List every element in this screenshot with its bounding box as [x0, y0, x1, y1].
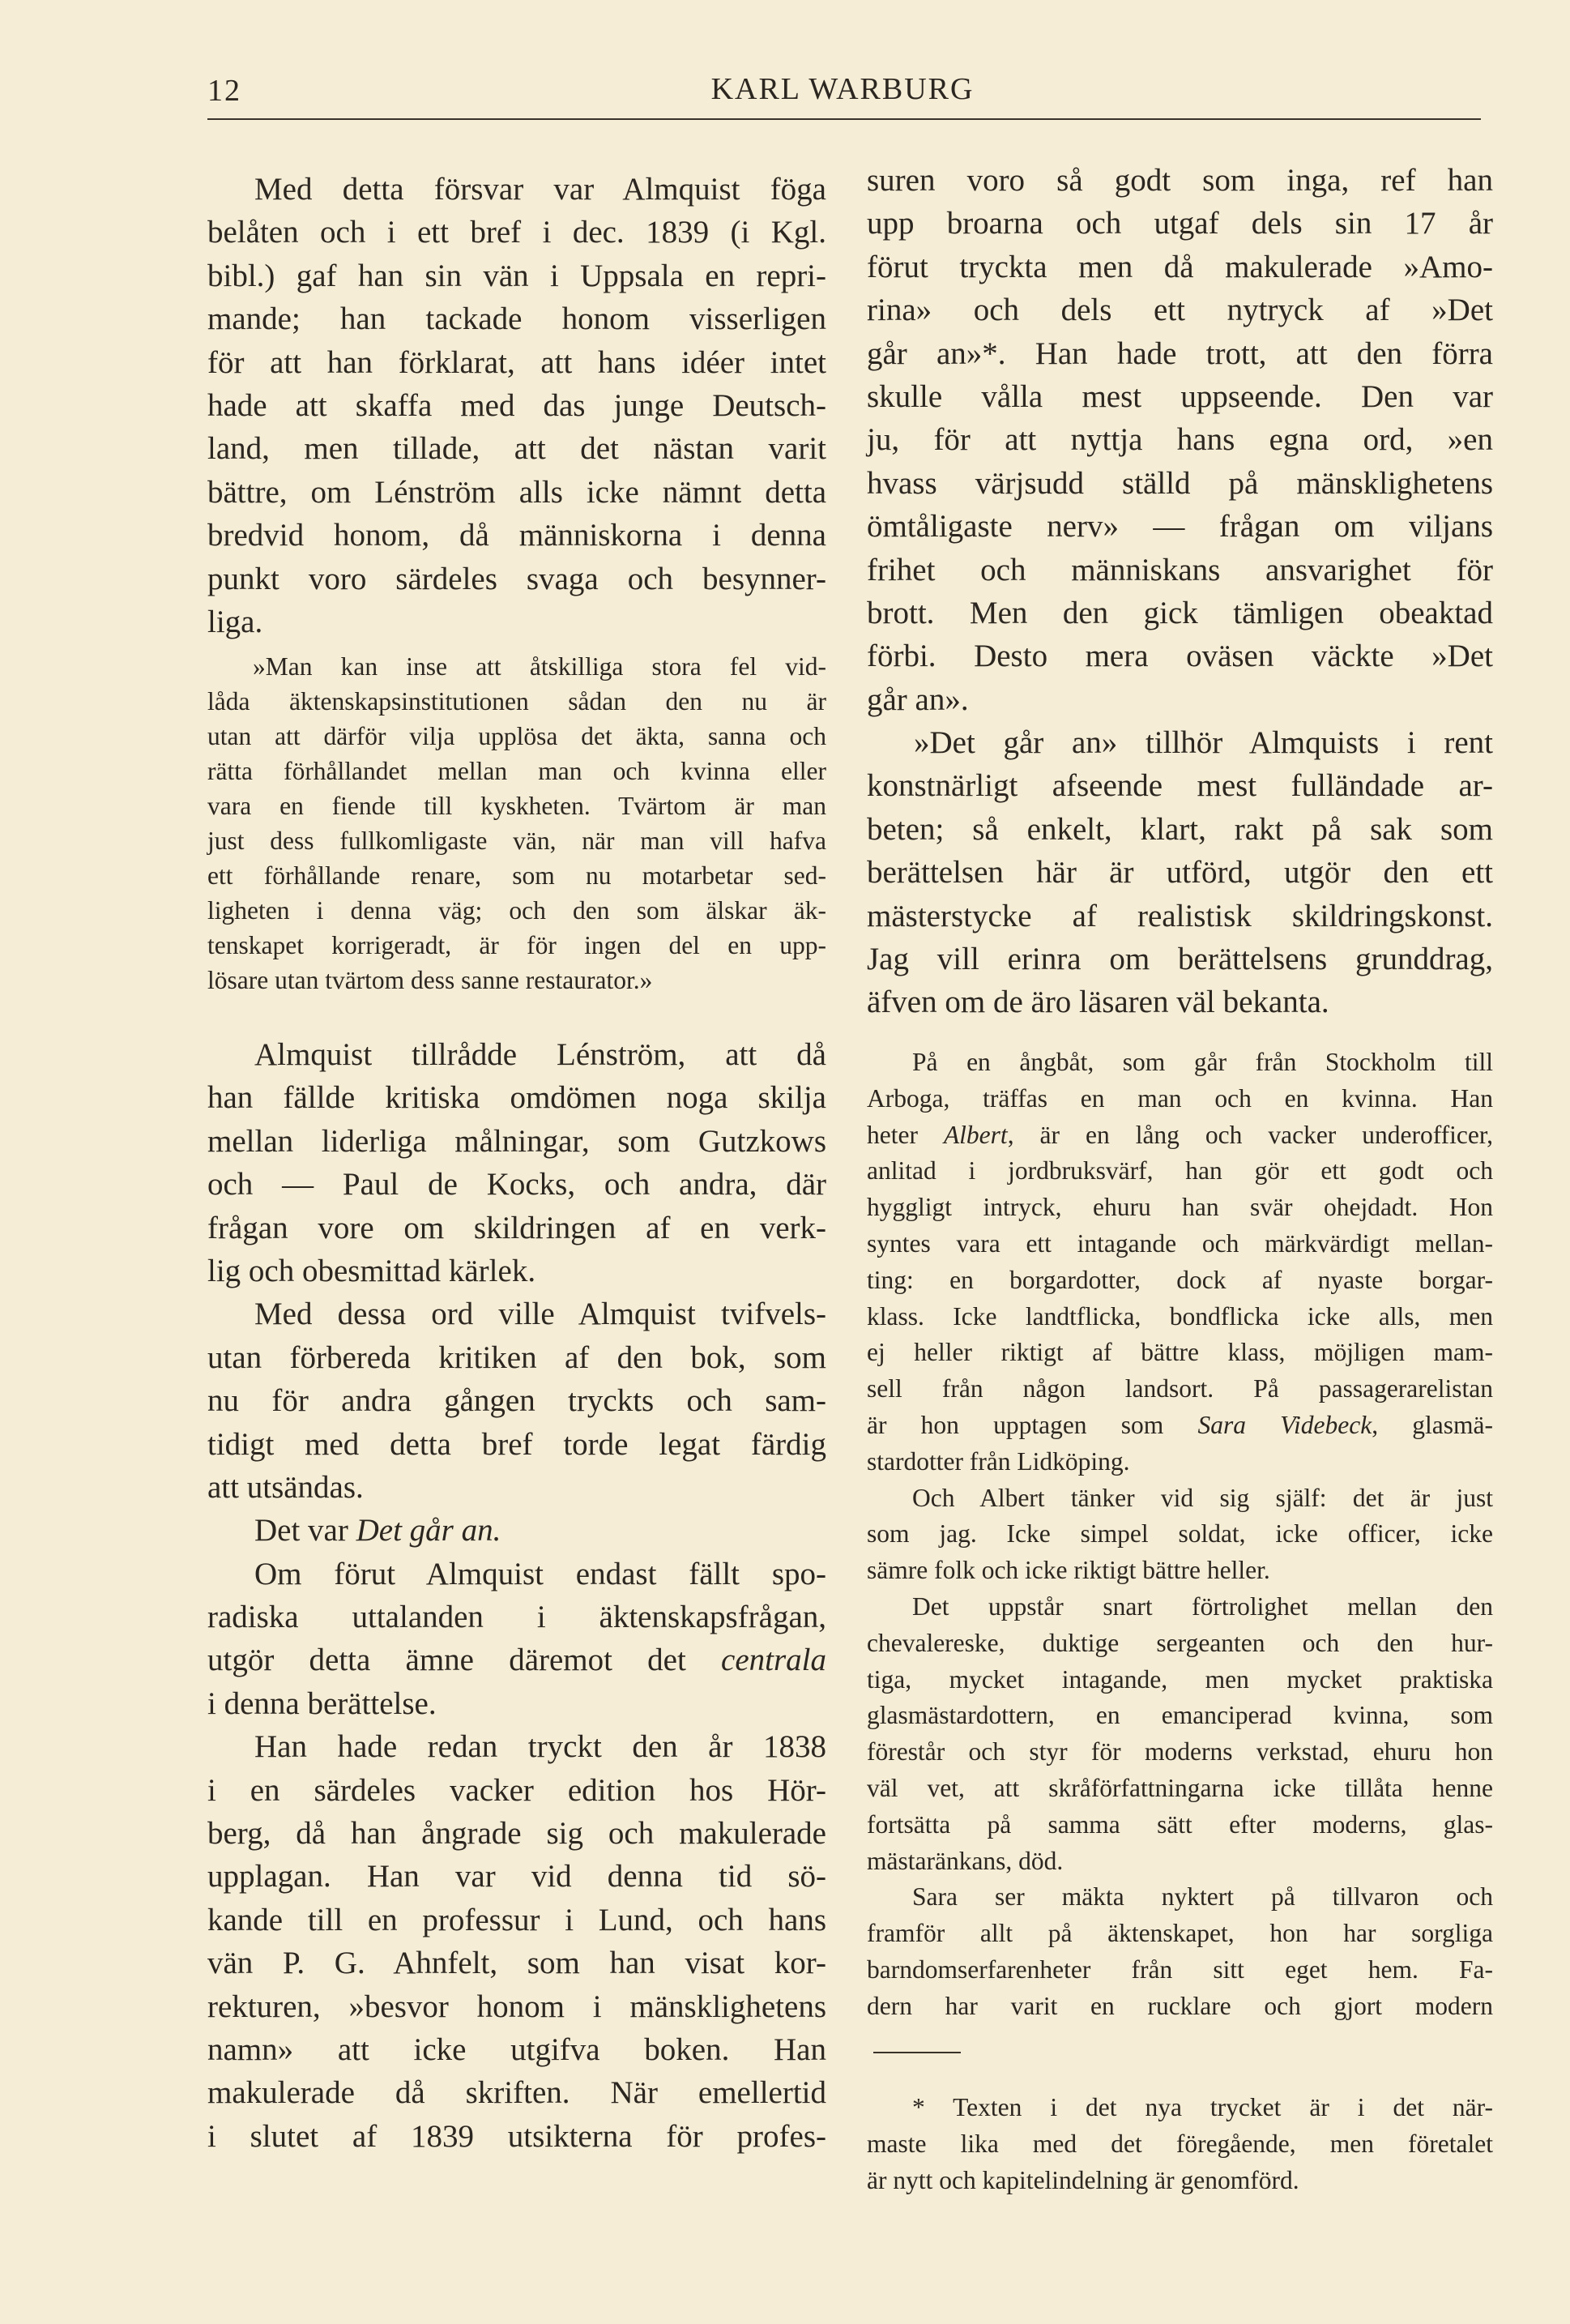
paragraph [207, 1292, 826, 1509]
text-line: bredvid honom, då människorna i denna [207, 518, 826, 553]
body-text-block [867, 159, 1493, 1024]
paragraph [207, 1033, 826, 1292]
text-line: är nytt och kapitelindelning är genomförd. [867, 2166, 1299, 2194]
text-line: fortsätta på samma sätt efter moderns, glas- [867, 1809, 1493, 1839]
text-line: makulerade då skriften. När emellertid [207, 2075, 826, 2111]
text-line: belåten och i ett bref i dec. 1839 (i Kgl. [207, 215, 826, 250]
text-line: Almquist tillrådde Lénström, att då [254, 1037, 826, 1072]
text-line: utan att därför vilja upplösa det äkta, sanna och [207, 722, 826, 750]
text-line: Om förut Almquist endast fällt spo- [254, 1556, 826, 1591]
text-segment: Det var [254, 1513, 356, 1549]
footnote-rule [873, 2052, 961, 2053]
text-line: namn» att icke utgifva boken. Han [207, 2031, 826, 2067]
text-line: att utsändas. [207, 1469, 364, 1505]
paragraph [207, 1725, 826, 2158]
text-line: lösare utan tvärtom dess sanne restaurator.» [207, 966, 653, 994]
quotation-block [207, 649, 826, 998]
italic-title: Sara Videbeck [1197, 1410, 1372, 1439]
text-line: »Det går an» tillhör Almquists i rent [914, 725, 1493, 761]
text-line: hade att skaffa med das junge Deutsch- [207, 387, 826, 423]
text-line: går an». [867, 681, 969, 717]
text-line: bättre, om Lénström alls icke nämnt detta [207, 474, 826, 510]
text-line [867, 1117, 1493, 1154]
text-line: skulle vålla mest uppseende. Den var [867, 378, 1493, 414]
text-line: hvass värjsudd ställd på mänsklighetens [867, 465, 1493, 501]
text-line: dern har varit en rucklare och gjort modern [867, 1991, 1493, 2020]
text-line: upp broarna och utgaf dels sin 17 år [867, 206, 1493, 241]
text-line: * Texten i det nya trycket är i det när- [912, 2093, 1493, 2121]
page-number: 12 [207, 74, 241, 108]
footnote [867, 2089, 1493, 2198]
text-line: På en ångbåt, som går från Stockholm till [912, 1048, 1493, 1076]
text-line: glasmästardottern, en emanciperad kvinna, som [867, 1701, 1493, 1730]
text-line: förbi. Desto mera oväsen väckte »Det [867, 639, 1493, 674]
text-line: klass. Icke landtflicka, bondflicka icke alls, men [867, 1301, 1493, 1331]
text-segment: är hon upptagen som [867, 1410, 1198, 1439]
text-line: barndomserfarenheter från sitt eget hem. Fa- [867, 1954, 1493, 1984]
quotation-block [867, 1045, 1493, 2025]
text-line: Sara ser mäkta nyktert på tillvaron och [912, 1882, 1493, 1912]
paragraph [207, 1509, 826, 1552]
italic-title: centrala [721, 1643, 826, 1678]
text-line: stardotter från Lidköping. [867, 1446, 1130, 1476]
text-line: brott. Men den gick tämligen obeaktad [867, 595, 1493, 630]
text-line [207, 1509, 826, 1552]
text-line: väl vet, att skråförfattningarna icke tillåta henne [867, 1773, 1493, 1802]
text-line: rekturen, »besvor honom i mänsklighetens [207, 1989, 826, 2024]
text-line: rätta förhållandet mellan man och kvinna eller [207, 757, 826, 785]
text-line: ting: en borgardotter, dock af nyaste borgar- [867, 1265, 1493, 1294]
text-line: bibl.) gaf han sin vän i Uppsala en repri- [207, 258, 826, 293]
text-line [207, 1638, 826, 1681]
text-line: Han hade redan tryckt den år 1838 [254, 1729, 826, 1765]
text-line: berättelsen här är utförd, utgör den ett [867, 855, 1493, 891]
text-line: lig och obesmittad kärlek. [207, 1253, 536, 1288]
text-line: han fällde kritiska omdömen noga skilja [207, 1080, 826, 1116]
text-line: chevalereske, duktige sergeanten och den hur- [867, 1628, 1493, 1657]
text-line: Arboga, träffas en man och en kvinna. Han [867, 1083, 1493, 1113]
paragraph [867, 1589, 1493, 1879]
text-line: tidigt med detta bref torde legat färdig [207, 1426, 826, 1462]
text-line: mande; han tackade honom visserligen [207, 301, 826, 337]
text-line: ligheten i denna väg; och den som älskar äk- [207, 896, 826, 925]
text-line: anlitad i jordbruksvärf, han gör ett godt och [867, 1156, 1493, 1185]
paragraph [867, 1879, 1493, 2024]
text-line: tenskapet korrigeradt, är för ingen del en upp- [207, 931, 826, 959]
italic-title: Albert [943, 1120, 1008, 1149]
text-line: ett förhållande renare, som nu motarbetar sed- [207, 861, 826, 890]
text-line [867, 1408, 1493, 1444]
text-segment: , är en lång och vacker underofficer, [1007, 1120, 1493, 1149]
text-line: förut tryckta men då makulerade »Amo- [867, 249, 1493, 284]
text-line: Och Albert tänker vid sig själf: det är just [912, 1483, 1493, 1512]
text-segment: , glasmä- [1372, 1410, 1493, 1439]
text-line: nu för andra gången tryckts och sam- [207, 1383, 826, 1419]
paragraph [867, 2089, 1493, 2198]
text-line: i denna berättelse. [207, 1685, 437, 1721]
text-line: Jag vill erinra om berättelsens grunddrag, [867, 942, 1493, 977]
text-line: tiga, mycket intagande, men mycket praktiska [867, 1664, 1493, 1694]
text-segment: utgör detta ämne däremot det [207, 1643, 722, 1678]
text-line: förestår och styr för moderns verkstad, ehuru hon [867, 1737, 1493, 1766]
text-line: låda äktenskapsinstitutionen sådan den nu är [207, 687, 826, 716]
paragraph [207, 649, 826, 998]
text-line: punkt voro särdeles svaga och besynner- [207, 561, 826, 596]
text-line: äfven om de äro läsaren väl bekanta. [867, 985, 1329, 1020]
text-line: för att han förklarat, att hans idéer intet [207, 344, 826, 380]
text-line: utan förbereda kritiken af den bok, som [207, 1339, 826, 1375]
paragraph [207, 1553, 826, 1726]
text-line: Med dessa ord ville Almquist tvifvels- [254, 1297, 826, 1332]
text-line: mästerstycke af realistisk skildringskonst. [867, 898, 1493, 933]
text-line: liga. [207, 604, 263, 639]
text-line: i en särdeles vacker edition hos Hör- [207, 1772, 826, 1808]
text-line: beten; så enkelt, klart, rakt på sak som [867, 811, 1493, 847]
text-line: »Man kan inse att åtskilliga stora fel vid- [253, 652, 826, 681]
paragraph [867, 159, 1493, 721]
text-line: och — Paul de Kocks, och andra, där [207, 1167, 826, 1203]
text-line: sell från någon landsort. På passagerarelistan [867, 1374, 1493, 1403]
paragraph [867, 1045, 1493, 1480]
paragraph [867, 721, 1493, 1024]
running-title: KARL WARBURG [710, 72, 975, 106]
text-line: ej heller riktigt af bättre klass, möjligen mam- [867, 1338, 1493, 1367]
text-line: ömtåligaste nerv» — frågan om viljans [867, 509, 1493, 545]
text-line: land, men tillade, att det nästan varit [207, 431, 826, 467]
text-line: rina» och dels ett nytryck af »Det [867, 293, 1493, 328]
text-line: upplagan. Han var vid denna tid sö- [207, 1859, 826, 1895]
italic-title: Det går an. [356, 1513, 501, 1549]
text-line: vara en fiende till kyskheten. Tvärtom är man [207, 792, 826, 820]
text-line: suren voro så godt som inga, ref han [867, 163, 1493, 198]
text-line: ju, för att nyttja hans egna ord, »en [867, 422, 1493, 458]
text-line: radiska uttalanden i äktenskapsfrågan, [207, 1600, 826, 1635]
text-line: berg, då han ångrade sig och makulerade [207, 1816, 826, 1852]
text-line: konstnärligt afseende mest fulländade ar- [867, 768, 1493, 804]
text-line: sämre folk och icke riktigt bättre heller. [867, 1556, 1270, 1585]
text-line: frågan vore om skildringen af en verk- [207, 1210, 826, 1245]
text-line: Det uppstår snart förtrolighet mellan den [912, 1591, 1493, 1621]
text-line: syntes vara ett intagande och märkvärdigt mellan- [867, 1228, 1493, 1258]
text-line: just dess fullkomligaste vän, när man vill hafva [207, 827, 826, 855]
text-line: mellan liderliga målningar, som Gutzkows [207, 1123, 826, 1159]
text-line: kande till en professur i Lund, och hans [207, 1902, 826, 1937]
paragraph [867, 1480, 1493, 1589]
body-text-block [207, 1033, 826, 2158]
text-line: vän P. G. Ahnfelt, som han visat kor- [207, 1946, 826, 1981]
body-text-block [207, 168, 826, 643]
text-line: framför allt på äktenskapet, hon har sorgliga [867, 1919, 1493, 1948]
paragraph [207, 168, 826, 643]
text-line: mästaränkans, död. [867, 1846, 1064, 1875]
text-line: hyggligt intryck, ehuru han svär ohejdadt. Hon [867, 1193, 1493, 1222]
text-line: frihet och människans ansvarighet för [867, 552, 1493, 587]
text-line: som jag. Icke simpel soldat, icke officer, icke [867, 1519, 1493, 1549]
text-segment: heter [867, 1120, 944, 1149]
text-line: Med detta försvar var Almquist föga [254, 172, 826, 207]
header-rule [207, 118, 1481, 120]
text-line: går an»*. Han hade trott, att den förra [867, 335, 1493, 371]
text-line: maste lika med det föregående, men företalet [867, 2130, 1493, 2158]
text-line: i slutet af 1839 utsikterna för profes- [207, 2118, 826, 2154]
